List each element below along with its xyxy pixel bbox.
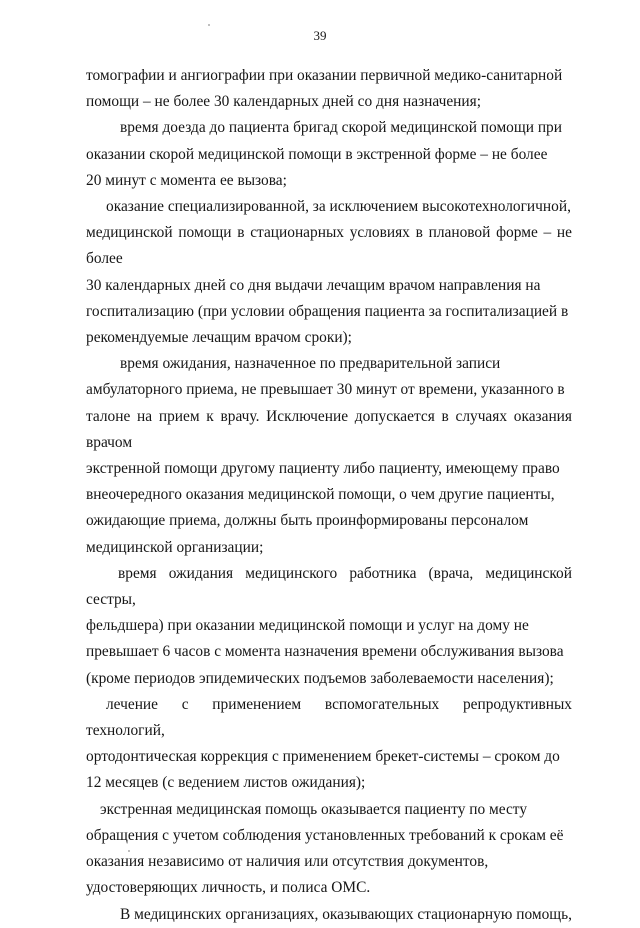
scan-speck — [208, 24, 210, 26]
paragraph-waiting-time: время ожидания, назначенное по предварительной записи амбулаторного приема, не превышает 30 минут от времени, указанного в талоне на прием к врачу. Исключение допускается в случаях оказания врачом экстренной помощи другому пациенту либо пациенту, имеющему право внеочередного оказания медицинской помощи, о чем другие пациенты, ожидающие приема, должны быть проинформированы персоналом медицинской организации; — [86, 355, 572, 556]
paragraph-home-visit: время ожидания медицинского работника (врача, медицинской сестры, фельдшера) при оказании медицинской помощи и услуг на дому не превышает 6 часов с момента назначения времени обслуживания вызова (кроме периодов эпидемических подъемов заболеваемости населения); — [86, 564, 572, 687]
document-body — [86, 63, 572, 928]
paragraph-tomography: томографии и ангиографии при оказании первичной медико-санитарной помощи – не более 30 календарных дней со дня назначения; — [86, 67, 563, 111]
paragraph-reproductive-tech: лечение с применением вспомогательных репродуктивных технологий, ортодонтическая коррекция с применением брекет-системы – сроком до 12 месяцев (с ведением листов ожидания); — [86, 695, 572, 792]
paragraph-specialized-care: оказание специализированной, за исключением высокотехнологичной, медицинской помощи в стационарных условиях в плановой форме – не более 30 календарных дней со дня выдачи лечащим врачом направления на госпитализацию (при условии обращения пациента за госпитализацией в рекомендуемые лечащим врачом сроки); — [86, 198, 572, 347]
page-number: 39 — [313, 28, 327, 43]
paragraph-inpatient-organizations: В медицинских организациях, оказывающих стационарную помощь, — [120, 905, 572, 923]
paragraph-ambulance-arrival: время доезда до пациента бригад скорой медицинской помощи при оказании скорой медицинской помощи в экстренной форме – не более 20 минут с момента ее вызова; — [86, 119, 562, 189]
paragraph-emergency-care: экстренная медицинская помощь оказывается пациенту по месту обращения с учетом соблюдения установленных требований к срокам её оказания независимо от наличия или отсутствия документов, удостоверяющих личность, и полиса ОМС. — [86, 800, 564, 897]
